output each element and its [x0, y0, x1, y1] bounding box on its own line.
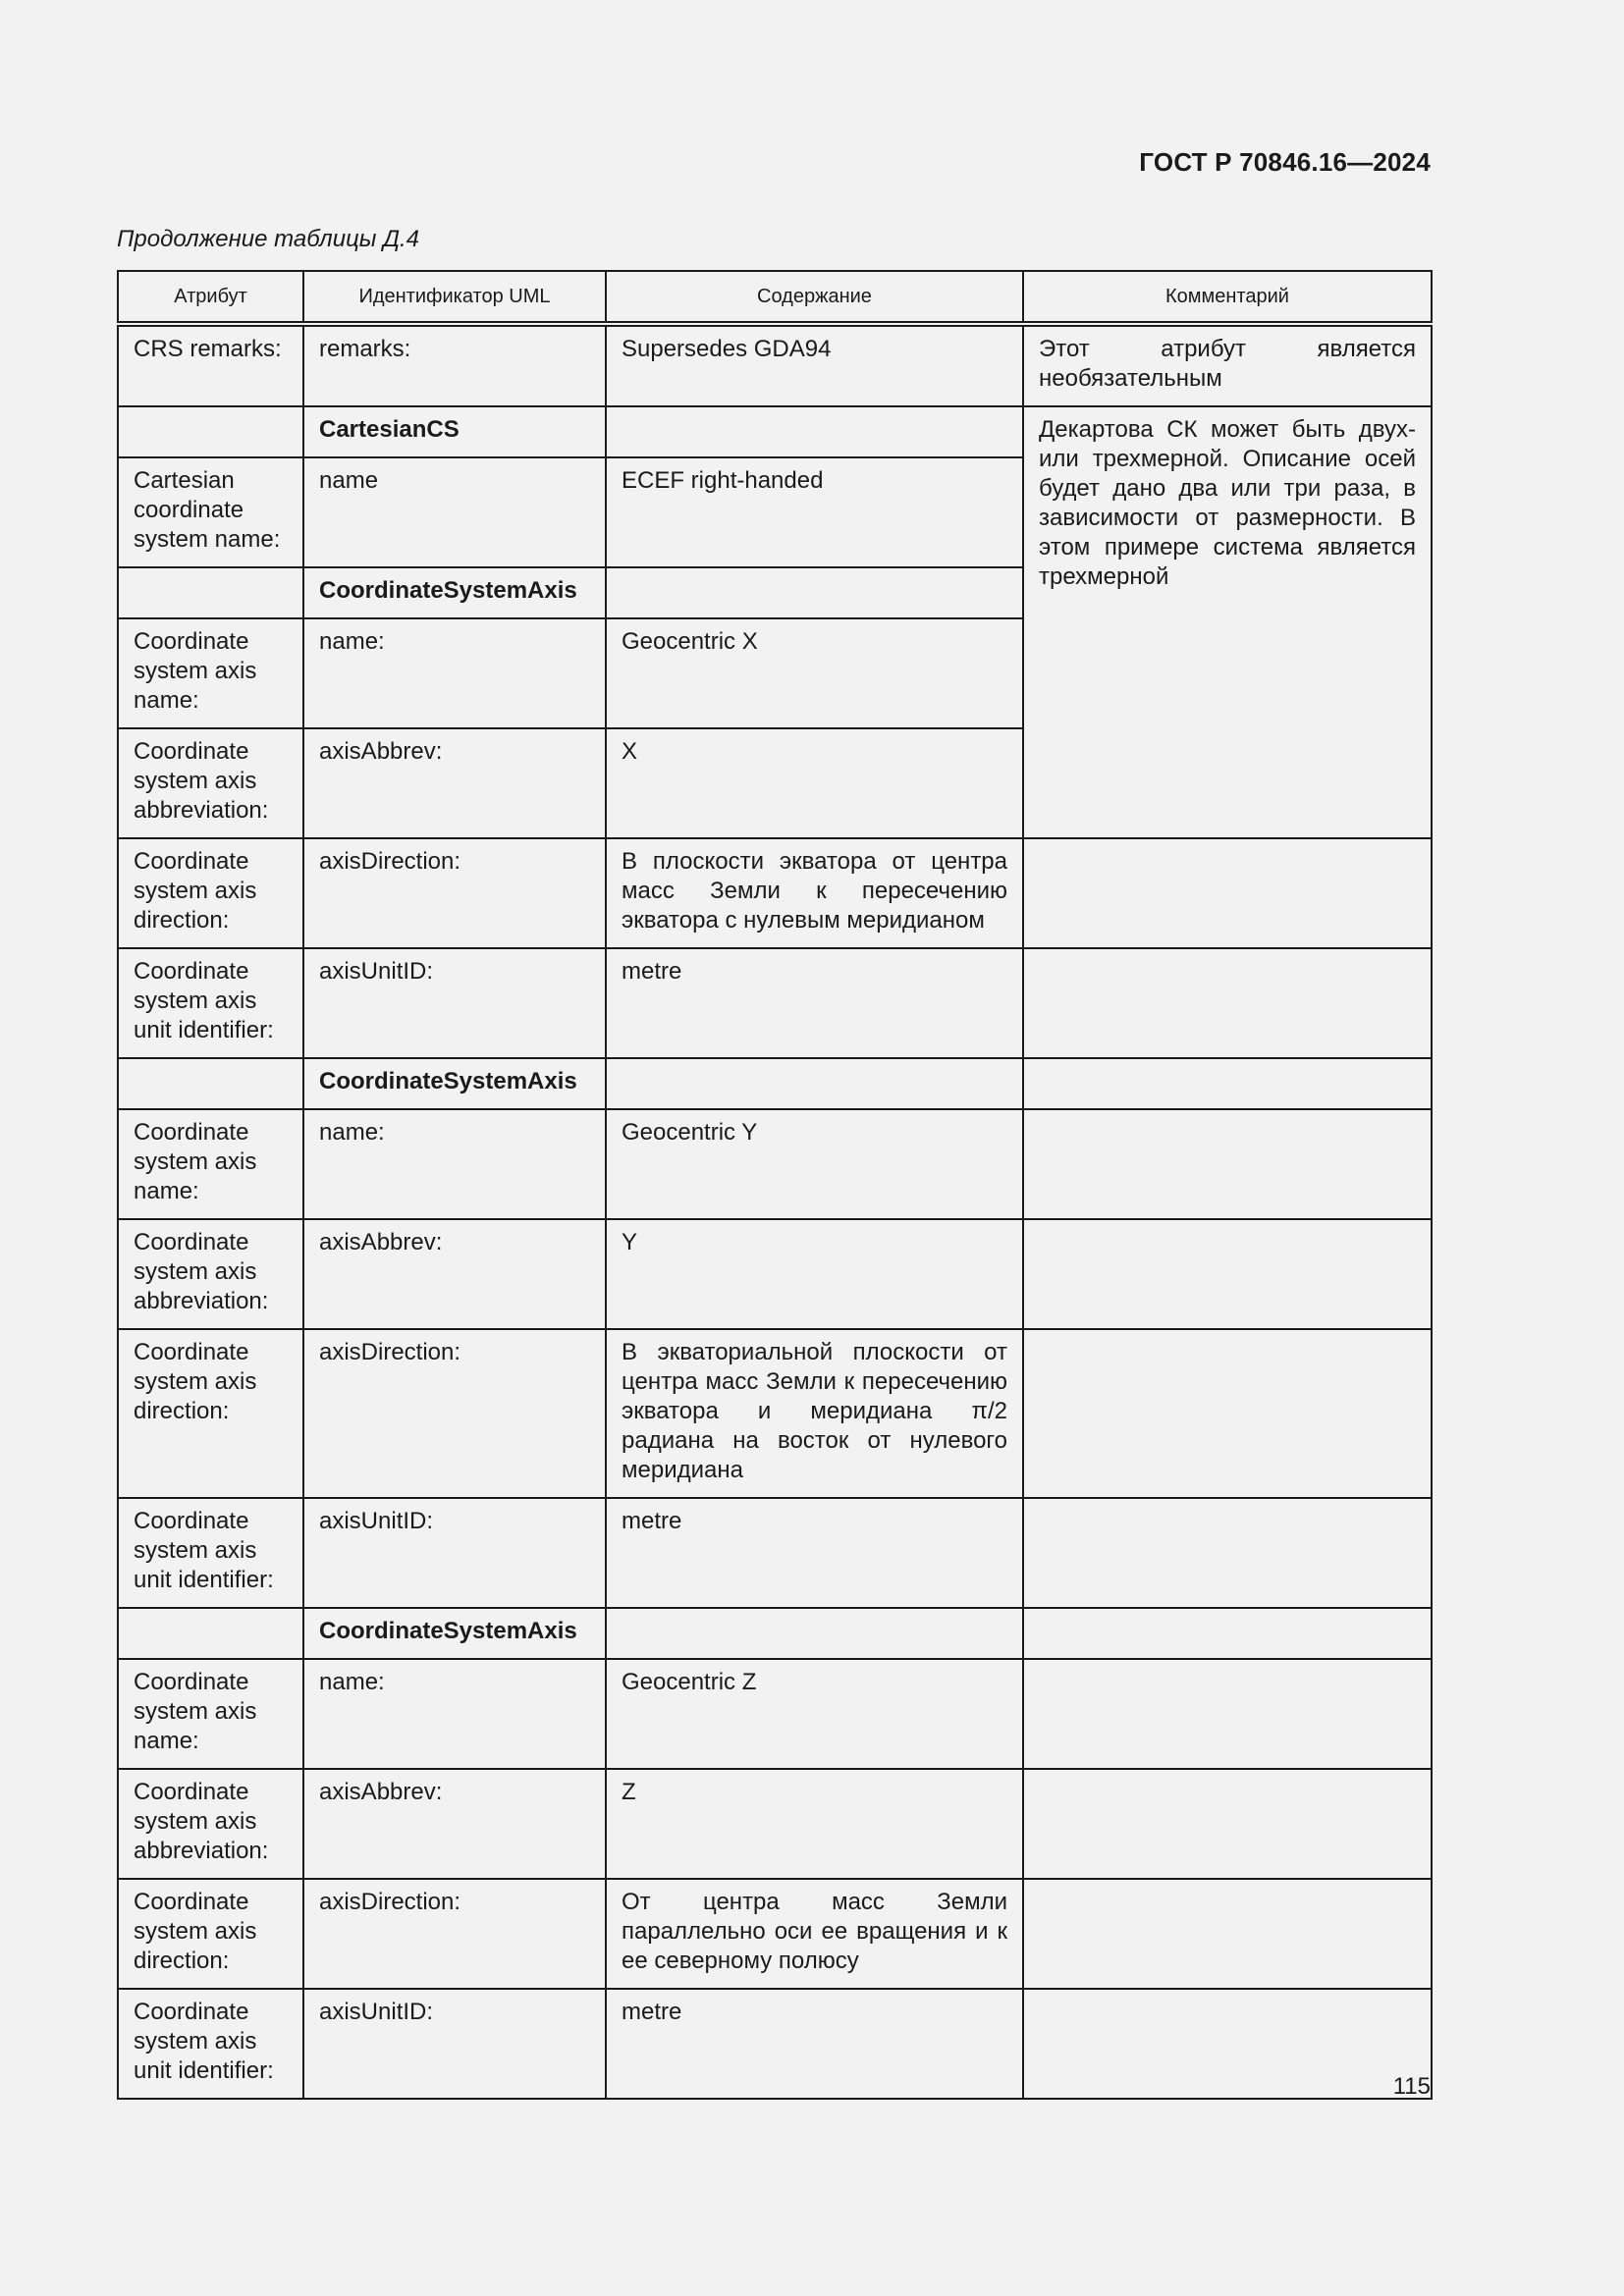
cell-attribute: Coordinate system axis unit identifier: [118, 1989, 303, 2099]
cell-attribute: Coordinate system axis direction: [118, 1879, 303, 1989]
cell-attribute: Coordinate system axis direction: [118, 838, 303, 948]
cell-attribute: Coordinate system axis direction: [118, 1329, 303, 1498]
cell-uml: axisUnitID: [303, 948, 606, 1058]
cell-uml: axisUnitID: [303, 1989, 606, 2099]
table-row [118, 406, 1432, 457]
cell-uml: axisDirection: [303, 1329, 606, 1498]
cell-uml: axisUnitID: [303, 1498, 606, 1608]
cell-attribute: Coordinate system axis name: [118, 1109, 303, 1219]
cell-content: Geocentric Z [606, 1659, 1023, 1769]
cell-attribute: Coordinate system axis abbreviation: [118, 728, 303, 838]
cell-comment: Этот атрибут является необязательным [1023, 324, 1432, 406]
cell-uml: CartesianCS [303, 406, 606, 457]
cell-uml: axisAbbrev: [303, 1769, 606, 1879]
cell-content: Geocentric Y [606, 1109, 1023, 1219]
cell-uml: axisDirection: [303, 838, 606, 948]
cell-attribute [118, 567, 303, 618]
cell-comment [1023, 1989, 1432, 2099]
cell-comment [1023, 838, 1432, 948]
table-row [118, 838, 1432, 948]
page-number: 115 [1392, 2073, 1431, 2100]
table-row [118, 1058, 1432, 1109]
table-row [118, 948, 1432, 1058]
cell-comment [1023, 1058, 1432, 1109]
cell-attribute: Coordinate system axis unit identifier: [118, 1498, 303, 1608]
cell-attribute: Coordinate system axis unit identifier: [118, 948, 303, 1058]
cell-comment [1023, 1329, 1432, 1498]
table-row [118, 1219, 1432, 1329]
cell-attribute: Coordinate system axis name: [118, 1659, 303, 1769]
table-row [118, 1608, 1432, 1659]
cell-content: metre [606, 1498, 1023, 1608]
table-row [118, 324, 1432, 406]
cell-comment [1023, 1659, 1432, 1769]
cell-content [606, 1608, 1023, 1659]
table-caption: Продолжение таблицы Д.4 [117, 226, 420, 252]
cell-content [606, 406, 1023, 457]
cell-content [606, 567, 1023, 618]
cell-content: От центра масс Земли параллельно оси ее вращения и к ее северному полюсу [606, 1879, 1023, 1989]
cell-content: В плоскости экватора от центра масс Земли к пересечению экватора с нулевым меридианом [606, 838, 1023, 948]
cell-uml: name [303, 457, 606, 567]
column-header-uml-identifier: Идентификатор UML [303, 271, 606, 324]
cell-uml: axisAbbrev: [303, 728, 606, 838]
cell-attribute [118, 1058, 303, 1109]
attributes-table [117, 270, 1433, 2100]
cell-content: X [606, 728, 1023, 838]
cell-uml: name: [303, 1659, 606, 1769]
table-row [118, 1498, 1432, 1608]
cell-content: ECEF right-handed [606, 457, 1023, 567]
cell-comment [1023, 948, 1432, 1058]
cell-attribute: Coordinate system axis abbreviation: [118, 1769, 303, 1879]
column-header-comment: Комментарий [1023, 271, 1432, 324]
cell-uml: axisDirection: [303, 1879, 606, 1989]
column-header-content: Содержание [606, 271, 1023, 324]
cell-content: Geocentric X [606, 618, 1023, 728]
cell-uml: remarks: [303, 324, 606, 406]
cell-uml: axisAbbrev: [303, 1219, 606, 1329]
table-row [118, 1329, 1432, 1498]
cell-content: metre [606, 948, 1023, 1058]
cell-uml: name: [303, 1109, 606, 1219]
cell-comment [1023, 1498, 1432, 1608]
column-header-attribute: Атрибут [118, 271, 303, 324]
cell-content: Y [606, 1219, 1023, 1329]
cell-comment-merged: Декартова СК может быть двух- или трехмерной. Описание осей будет дано два или три раза, в зависимости от размерности. В этом примере система является трехмерной [1023, 406, 1432, 838]
cell-uml: CoordinateSystemAxis [303, 567, 606, 618]
table-row [118, 1879, 1432, 1989]
cell-attribute: Coordinate system axis abbreviation: [118, 1219, 303, 1329]
cell-content: Z [606, 1769, 1023, 1879]
cell-content: В экваториальной плоскости от центра масс Земли к пересечению экватора и меридиана π/2 радиана на восток от нулевого меридиана [606, 1329, 1023, 1498]
cell-comment [1023, 1769, 1432, 1879]
cell-uml: CoordinateSystemAxis [303, 1608, 606, 1659]
cell-attribute [118, 1608, 303, 1659]
table-row [118, 1989, 1432, 2099]
cell-content [606, 1058, 1023, 1109]
cell-comment [1023, 1879, 1432, 1989]
cell-comment [1023, 1219, 1432, 1329]
cell-attribute [118, 406, 303, 457]
table-row [118, 1769, 1432, 1879]
table-row [118, 1659, 1432, 1769]
cell-attribute: Coordinate system axis name: [118, 618, 303, 728]
table-header-row [118, 271, 1432, 324]
cell-content: metre [606, 1989, 1023, 2099]
cell-attribute: Cartesian coordinate system name: [118, 457, 303, 567]
cell-content: Supersedes GDA94 [606, 324, 1023, 406]
cell-uml: name: [303, 618, 606, 728]
cell-uml: CoordinateSystemAxis [303, 1058, 606, 1109]
cell-attribute: CRS remarks: [118, 324, 303, 406]
cell-comment [1023, 1608, 1432, 1659]
table-row [118, 1109, 1432, 1219]
cell-comment [1023, 1109, 1432, 1219]
document-code: ГОСТ Р 70846.16—2024 [1139, 147, 1431, 177]
